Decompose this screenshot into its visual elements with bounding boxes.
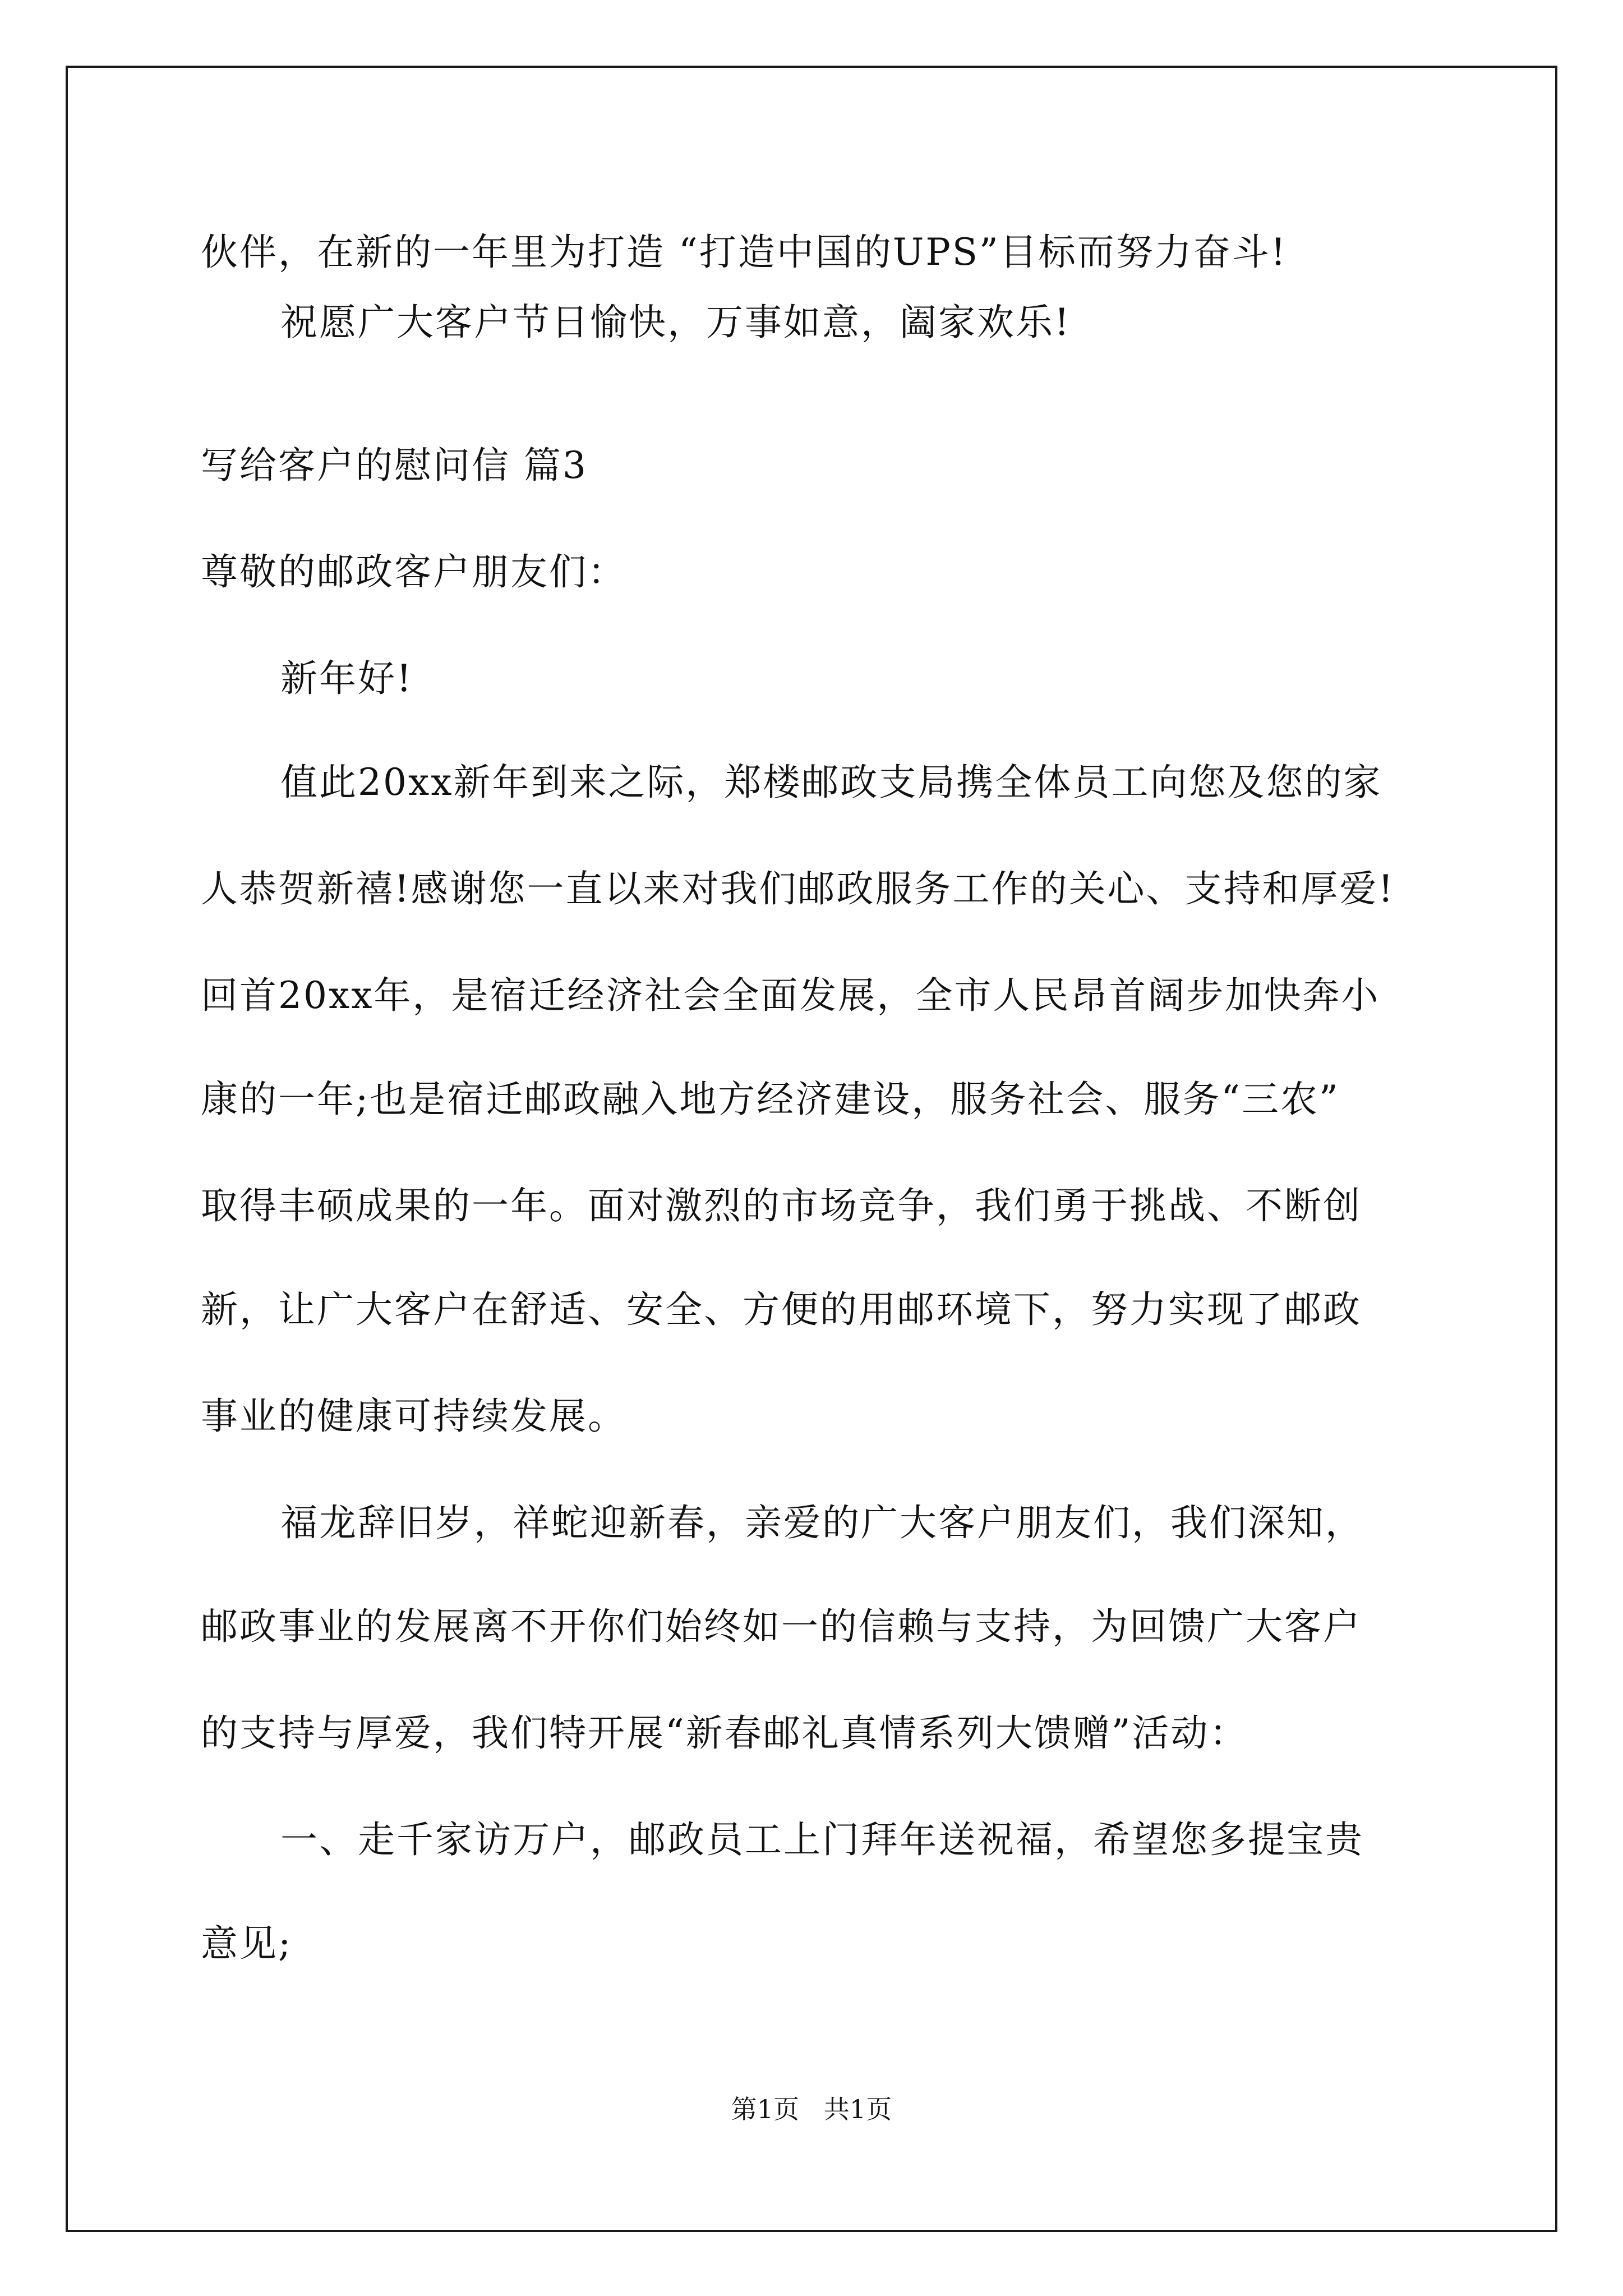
paragraph-line: 的支持与厚爱，我们特开展“新春邮礼真情系列大馈赠”活动： — [201, 1711, 1248, 1755]
greeting: 新年好! — [280, 657, 413, 700]
salutation: 尊敬的邮政客户朋友们： — [201, 550, 626, 593]
paragraph-line: 康的一年;也是宿迁邮政融入地方经济建设，服务社会、服务“三农” — [201, 1078, 1340, 1121]
section-heading: 写给客户的慰问信 篇3 — [201, 444, 588, 487]
paragraph-line: 邮政事业的发展离不开你们始终如一的信赖与支持，为回馈广大客户 — [201, 1605, 1362, 1648]
paragraph-line: 新，让广大客户在舒适、安全、方便的用邮环境下，努力实现了邮政 — [201, 1288, 1362, 1331]
paragraph-line: 事业的健康可持续发展。 — [201, 1395, 626, 1438]
paragraph-line: 一、走千家访万户，邮政员工上门拜年送祝福，希望您多提宝贵 — [280, 1818, 1364, 1861]
paragraph-line: 回首20xx年，是宿迁经济社会全面发展，全市人民昂首阔步加快奔小 — [201, 974, 1380, 1017]
paragraph-line: 福龙辞旧岁，祥蛇迎新春，亲爱的广大客户朋友们，我们深知， — [280, 1501, 1364, 1544]
paragraph-line: 伙伴，在新的一年里为打造 “打造中国的UPS”目标而努力奋斗! — [201, 231, 1288, 274]
paragraph-line: 取得丰硕成果的一年。面对激烈的市场竞争，我们勇于挑战、不断创 — [201, 1184, 1362, 1227]
paragraph-line: 值此20xx新年到来之际，郑楼邮政支局携全体员工向您及您的家 — [280, 761, 1382, 804]
paragraph-line: 祝愿广大客户节日愉快，万事如意，阖家欢乐! — [280, 301, 1071, 344]
paragraph-line: 意见; — [201, 1922, 293, 1965]
paragraph-line: 人恭贺新禧!感谢您一直以来对我们邮政服务工作的关心、支持和厚爱! — [201, 867, 1395, 910]
page-border — [66, 66, 1557, 2232]
page-footer: 第1页 共1页 — [731, 2094, 892, 2124]
